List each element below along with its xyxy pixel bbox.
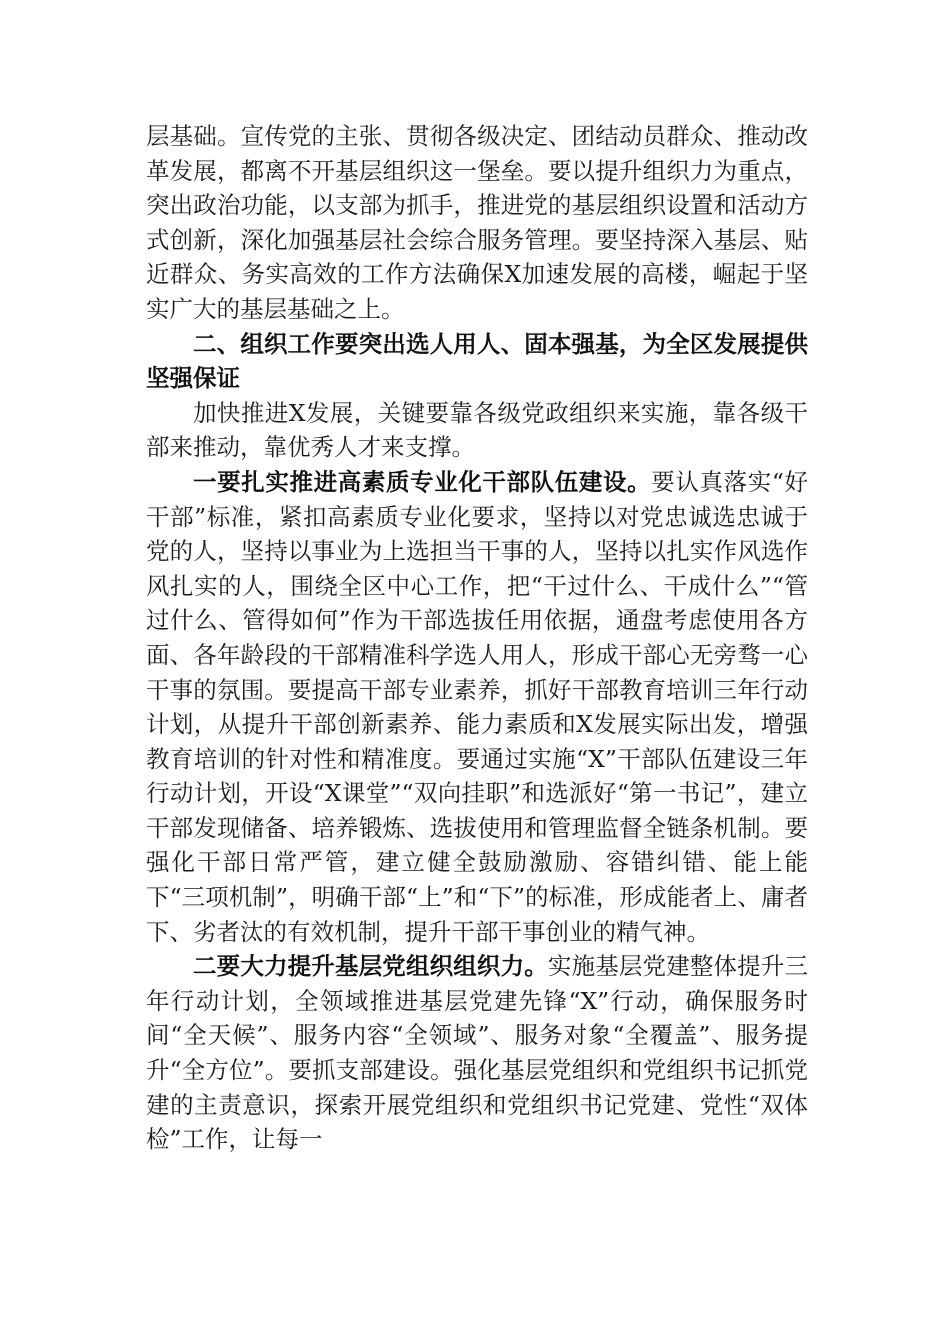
paragraph-text: 层基础。宣传党的主张、贯彻各级决定、团结动员群众、推动改革发展，都离不开基层组织这一堡垒。要以提升组织力为重点，突出政治功能，以支部为抓手，推进党的基层组织设置和活动方式创新，深化加强基层社会综合服务管理。要坚持深入基层、贴近群众、务实高效的工作方法确保X加速发展的高楼，崛起于坚实广大的基层基础之上。 — [146, 122, 808, 323]
paragraph-cadre-building — [146, 465, 808, 949]
section-heading-text: 二、组织工作要突出选人用人、固本强基，为全区发展提供坚强保证 — [146, 329, 808, 393]
paragraph-lead: 二要大力提升基层党组织组织力。 — [193, 952, 548, 981]
paragraph-lead: 一要扎实推进高素质专业化干部队伍建设。 — [193, 467, 652, 496]
paragraph-text: 实施基层党建整体提升三年行动计划，全领域推进基层党建先锋“X”行动，确保服务时间“全天候”、服务内容“全领域”、服务对象“全覆盖”、服务提升“全方位”。要抓支部建设。强化基层党组织和党组织书记抓党建的主责意识，探索开展党组织和党组织书记党建、党性“双体检”工作，让每一 — [146, 952, 809, 1154]
paragraph-text: 要认真落实“好干部”标准，紧扣高素质专业化要求，坚持以对党忠诚选忠诚于党的人，坚持以事业为上选担当干事的人，坚持以扎实作风选作风扎实的人，围绕全区中心工作，把“干过什么、干成什么”“管过什么、管得如何”作为干部选拔任用依据，通盘考虑使用各方面、各年龄段的干部精准科学选人用人，形成干部心无旁骛一心干事的氛围。要提高干部专业素养，抓好干部教育培训三年行动计划，从提升干部创新素养、能力素质和X发展实际出发，增强教育培训的针对性和精准度。要通过实施“X”干部队伍建设三年行动计划，开设“X课堂”“双向挂职”和选派好“第一书记”，建立干部发现储备、培养锻炼、选拔使用和管理监督全链条机制。要强化干部日常严管，建立健全鼓励激励、容错纠错、能上能下“三项机制”，明确干部“上”和“下”的标准，形成能者上、庸者下、劣者汰的有效机制，提升干部干事创业的精气神。 — [146, 467, 809, 946]
section-heading — [146, 327, 808, 396]
paragraph — [146, 396, 808, 465]
document-body — [146, 119, 808, 1157]
paragraph-continued — [146, 119, 808, 327]
paragraph-grassroots-organization — [146, 949, 808, 1157]
paragraph-text: 加快推进X发展，关键要靠各级党政组织来实施，靠各级干部来推动，靠优秀人才来支撑。 — [146, 398, 808, 462]
